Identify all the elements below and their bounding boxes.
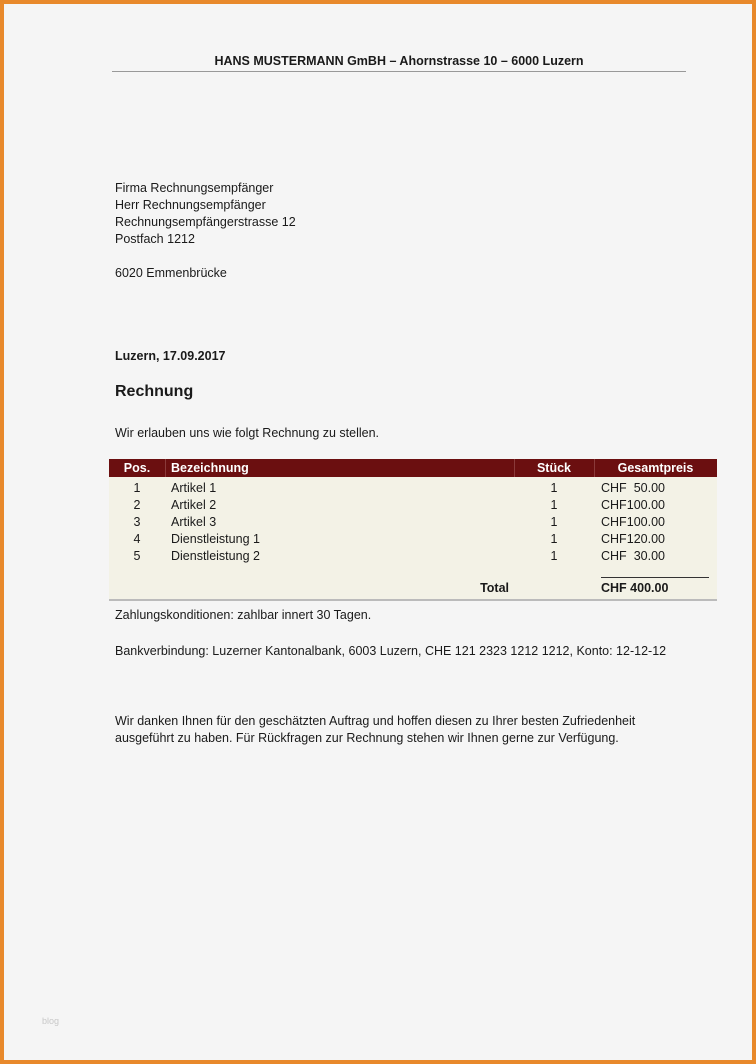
row-amount: 50.00 xyxy=(633,481,665,495)
closing-text xyxy=(115,713,635,747)
row-qty: 1 xyxy=(550,498,558,512)
row-qty: 1 xyxy=(550,549,558,563)
invoice-title: Rechnung xyxy=(115,383,194,400)
invoice-intro: Wir erlauben uns wie folgt Rechnung zu stellen. xyxy=(115,426,380,440)
row-currency: CHF xyxy=(601,549,627,563)
row-currency: CHF xyxy=(601,481,627,495)
recipient-city: 6020 Emmenbrücke xyxy=(115,266,227,280)
row-amount: 30.00 xyxy=(633,549,665,563)
recipient-address xyxy=(115,180,296,282)
total-divider xyxy=(601,577,709,578)
total-label: Total xyxy=(480,581,509,595)
watermark: blog xyxy=(42,1016,60,1026)
row-currency: CHF xyxy=(601,515,627,529)
table-header xyxy=(109,459,717,477)
total-row xyxy=(109,581,717,598)
recipient-line: Firma Rechnungsempfänger xyxy=(115,181,274,195)
row-amount: 100.00 xyxy=(626,498,665,512)
row-qty: 1 xyxy=(550,515,558,529)
payment-terms: Zahlungskonditionen: zahlbar innert 30 Tagen. xyxy=(115,608,372,622)
company-header: HANS MUSTERMANN GmBH – Ahornstrasse 10 – 6000 Luzern xyxy=(112,54,686,72)
table-row xyxy=(109,532,717,549)
invoice-table xyxy=(109,459,717,601)
table-row xyxy=(109,498,717,515)
closing-line: Wir danken Ihnen für den geschätzten Auftrag und hoffen diesen zu Ihrer besten Zufriedenheit xyxy=(115,714,636,728)
row-pos: 5 xyxy=(133,549,141,563)
row-pos: 1 xyxy=(133,481,141,495)
row-pos: 2 xyxy=(133,498,141,512)
row-amount: 100.00 xyxy=(626,515,665,529)
invoice-date: Luzern, 17.09.2017 xyxy=(115,349,226,363)
table-row xyxy=(109,481,717,498)
header-desc: Bezeichnung xyxy=(171,461,249,475)
table-row xyxy=(109,549,717,566)
row-desc: Artikel 1 xyxy=(171,481,217,495)
bank-details: Bankverbindung: Luzerner Kantonalbank, 6003 Luzern, CHE 121 2323 1212 1212, Konto: 12-12-12 xyxy=(115,644,667,658)
row-amount: 120.00 xyxy=(626,532,665,546)
header-pos: Pos. xyxy=(123,461,151,475)
total-value: CHF 400.00 xyxy=(601,581,669,595)
row-desc: Artikel 3 xyxy=(171,515,217,529)
header-total: Gesamtpreis xyxy=(617,461,694,475)
recipient-line: Rechnungsempfängerstrasse 12 xyxy=(115,215,296,229)
row-pos: 3 xyxy=(133,515,141,529)
recipient-line: Herr Rechnungsempfänger xyxy=(115,198,266,212)
recipient-line: Postfach 1212 xyxy=(115,232,195,246)
row-desc: Dienstleistung 2 xyxy=(171,549,260,563)
row-currency: CHF xyxy=(601,498,627,512)
row-desc: Dienstleistung 1 xyxy=(171,532,260,546)
table-row xyxy=(109,515,717,532)
row-qty: 1 xyxy=(550,481,558,495)
row-qty: 1 xyxy=(550,532,558,546)
row-desc: Artikel 2 xyxy=(171,498,217,512)
row-currency: CHF xyxy=(601,532,627,546)
header-qty: Stück xyxy=(536,461,572,475)
row-pos: 4 xyxy=(133,532,141,546)
closing-line: ausgeführt zu haben. Für Rückfragen zur Rechnung stehen wir Ihnen gerne zur Verfügung. xyxy=(115,731,619,745)
